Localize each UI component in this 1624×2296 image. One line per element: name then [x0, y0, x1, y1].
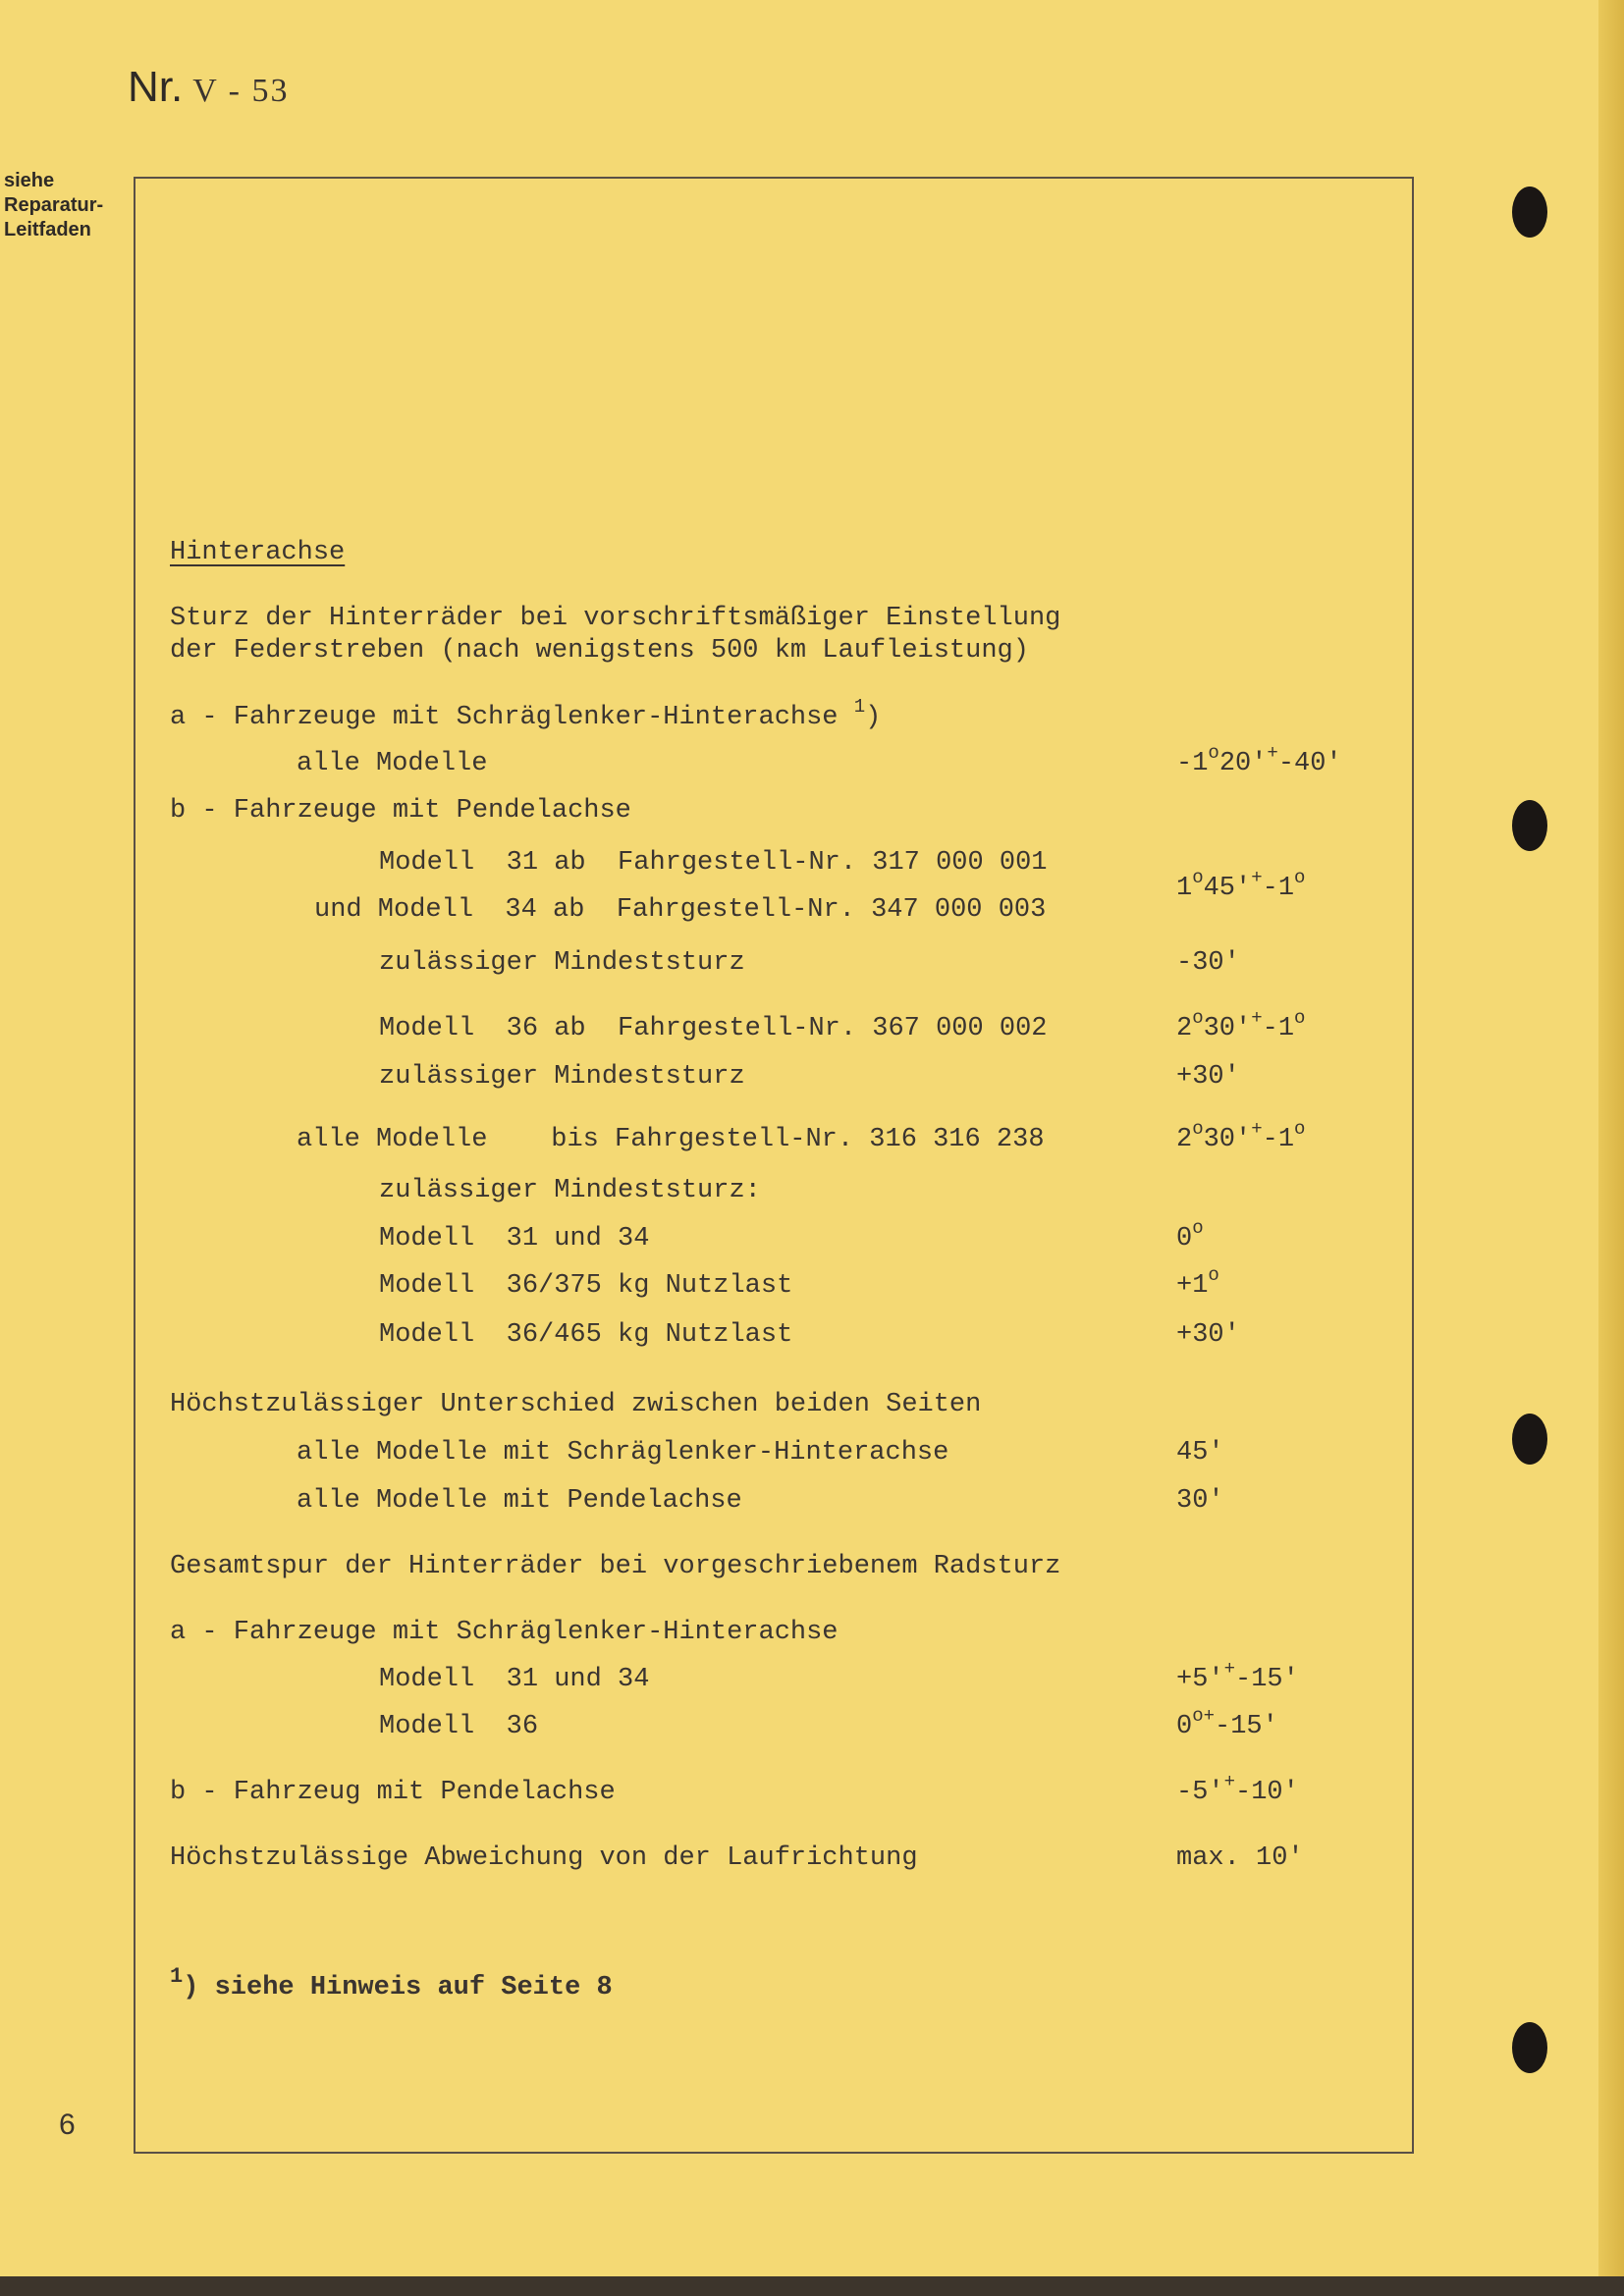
- row-value: +5'+-15': [1176, 1658, 1299, 1694]
- row-value: 45': [1176, 1438, 1224, 1468]
- row-label: Modell 31 ab Fahrgestell-Nr. 317 000 001: [379, 848, 1048, 878]
- margin-note-line: siehe: [4, 170, 55, 191]
- row-value: 1$^o$45'+-1$^o$: [1176, 867, 1306, 903]
- row-label: alle Modelle mit Schräglenker-Hinterachse: [297, 1438, 949, 1468]
- row-value: +30': [1176, 1320, 1240, 1350]
- row-value: -30': [1176, 948, 1240, 978]
- footnote: $^1$) siehe Hinweis auf Seite 8: [170, 1964, 613, 2002]
- row-value: 0$^o$: [1176, 1217, 1204, 1254]
- margin-note-line: Leitfaden: [4, 219, 91, 240]
- row-value: -1$^o$20'+-40': [1176, 742, 1342, 778]
- row-value: $+1^o$: [1176, 1264, 1219, 1301]
- margin-note-line: Reparatur-: [4, 194, 104, 216]
- row-label: zulässiger Mindeststurz: [379, 1062, 745, 1092]
- row-label: Modell 36: [379, 1712, 539, 1741]
- row-value: 2$^o$30'+-1$^o$: [1176, 1118, 1306, 1154]
- punch-hole: [1512, 800, 1547, 851]
- b-heading: b - Fahrzeuge mit Pendelachse: [170, 796, 631, 826]
- punch-hole: [1512, 187, 1547, 238]
- row-label: alle Modelle: [297, 749, 488, 778]
- row-label: Modell 36/465 kg Nutzlast: [379, 1320, 793, 1350]
- row-label: und Modell 34 ab Fahrgestell-Nr. 347 000 003: [314, 895, 1047, 925]
- row-label: b - Fahrzeug mit Pendelachse: [170, 1778, 616, 1807]
- row-value: +30': [1176, 1062, 1240, 1092]
- spur-heading: Gesamtspur der Hinterräder bei vorgeschriebenem Radsturz: [170, 1552, 1061, 1581]
- diff-heading: Höchstzulässiger Unterschied zwischen beiden Seiten: [170, 1390, 982, 1419]
- intro-line: Sturz der Hinterräder bei vorschriftsmäßiger Einstellung: [170, 604, 1061, 633]
- row-label: alle Modelle mit Pendelachse: [297, 1486, 742, 1516]
- page-edge: [1598, 0, 1624, 2296]
- row-label: Modell 36/375 kg Nutzlast: [379, 1271, 793, 1301]
- section-title: Hinterachse: [170, 538, 346, 567]
- row-label: Modell 36 ab Fahrgestell-Nr. 367 000 002: [379, 1014, 1048, 1043]
- punch-hole: [1512, 1414, 1547, 1465]
- row-label: Höchstzulässige Abweichung von der Laufrichtung: [170, 1843, 918, 1873]
- doc-number: V - 53: [192, 73, 290, 109]
- page-number: 6: [59, 2109, 76, 2141]
- bottom-shadow: [0, 2276, 1624, 2296]
- row-label: Modell 31 und 34: [379, 1665, 650, 1694]
- row-value: max. 10': [1176, 1843, 1304, 1873]
- spur-a-heading: a - Fahrzeuge mit Schräglenker-Hinterachse: [170, 1618, 839, 1647]
- row-value: 2$^o$30'+-1$^o$: [1176, 1007, 1306, 1043]
- row-label: zulässiger Mindeststurz:: [379, 1176, 761, 1205]
- punch-hole: [1512, 2022, 1547, 2073]
- row-value: 30': [1176, 1486, 1224, 1516]
- intro-line: der Federstreben (nach wenigstens 500 km Laufleistung): [170, 636, 1029, 666]
- row-label: Modell 31 und 34: [379, 1224, 650, 1254]
- row-label: zulässiger Mindeststurz: [379, 948, 745, 978]
- document-number: [128, 63, 290, 112]
- nr-label: Nr.: [128, 63, 184, 111]
- row-value: -5'+-10': [1176, 1771, 1299, 1807]
- row-label: alle Modelle bis Fahrgestell-Nr. 316 316 238: [297, 1125, 1045, 1154]
- row-value: $0^{o+}-15'$: [1176, 1705, 1278, 1741]
- a-heading: a - Fahrzeuge mit Schräglenker-Hinterachse $^1$): [170, 696, 882, 732]
- margin-note: [4, 169, 103, 242]
